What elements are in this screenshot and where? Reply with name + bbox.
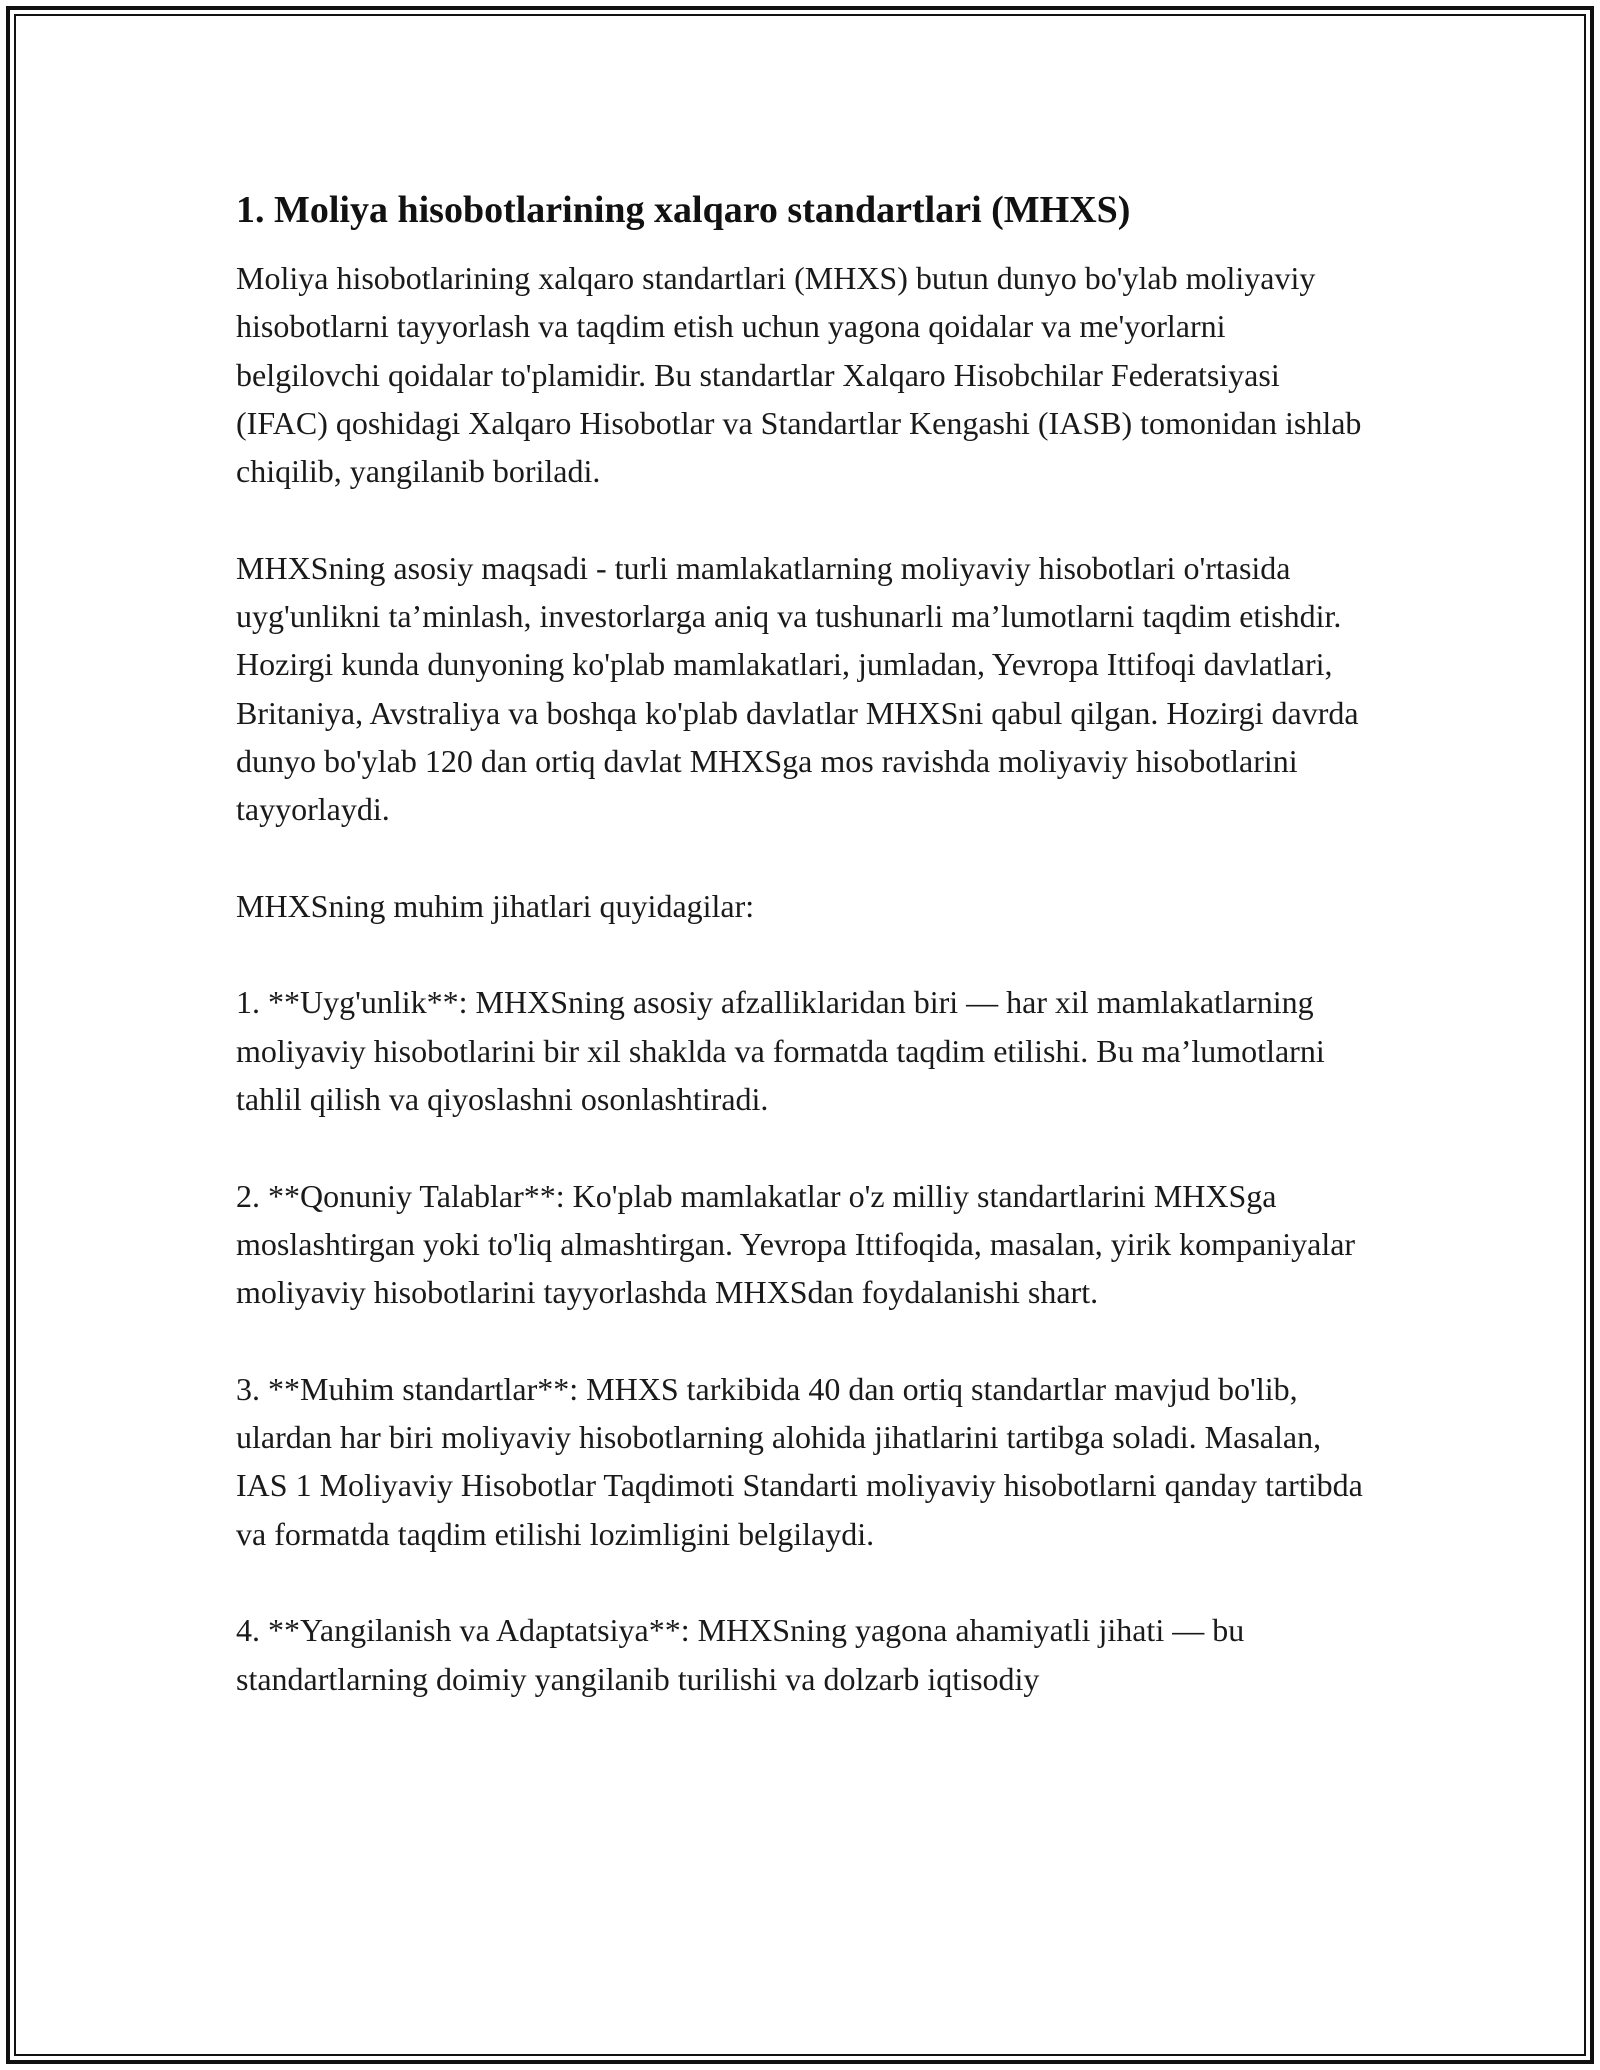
list-item-legal-requirements: 2. **Qonuniy Talablar**: Ko'plab mamlakatlar o'z milliy standartlarini MHXSga moslashtirgan yoki to'liq almashtirgan. Yevropa Ittifoqida, masalan, yirik kompaniyalar moliyaviy hisobotlarini tayyorlashda MHXSdan foydalanishi shart.: [236, 1177, 1356, 1311]
paragraph-intro: Moliya hisobotlarining xalqaro standartlari (MHXS) butun dunyo bo'ylab moliyaviy hisobotlarni tayyorlash va taqdim etish uchun yagona qoidalar va me'yorlarni belgilovchi qoidalar to'plamidir. Bu standartlar Xalqaro Hisobchilar Federatsiyasi (IFAC) qoshidagi Xalqaro Hisobotlar va Standartlar Kengashi (IASB) tomonidan ishlab chiqilib, yangilanib boriladi.: [236, 260, 1362, 490]
section-heading: 1. Moliya hisobotlarining xalqaro standartlari (MHXS): [236, 189, 1131, 231]
list-item-updates-adaptation: 4. **Yangilanish va Adaptatsiya**: MHXSning yagona ahamiyatli jihati — bu standartlarning doimiy yangilanib turilishi va dolzarb iqtisodiy: [236, 1612, 1245, 1697]
list-item-harmony: 1. **Uyg'unlik**: MHXSning asosiy afzalliklaridan biri — har xil mamlakatlarning moliyaviy hisobotlarini bir xil shaklda va formatda taqdim etilishi. Bu ma’lumotlarni tahlil qilish va qiyoslashni osonlashtiradi.: [236, 984, 1325, 1118]
paragraph-aspects-lead: MHXSning muhim jihatlari quyidagilar:: [236, 887, 755, 924]
document-body: [236, 186, 1366, 1751]
paragraph-purpose: MHXSning asosiy maqsadi - turli mamlakatlarning moliyaviy hisobotlari o'rtasida uyg'unlikni ta’minlash, investorlarga aniq va tushunarli ma’lumotlarni taqdim etishdir. Hozirgi kunda dunyoning ko'plab mamlakatlari, jumladan, Yevropa Ittifoqi davlatlari, Britaniya, Avstraliya va boshqa ko'plab davlatlar MHXSni qabul qilgan. Hozirgi davrda dunyo bo'ylab 120 dan ortiq davlat MHXSga mos ravishda moliyaviy hisobotlarini tayyorlaydi.: [236, 549, 1359, 828]
list-item-key-standards: 3. **Muhim standartlar**: MHXS tarkibida 40 dan ortiq standartlar mavjud bo'lib, ulardan har biri moliyaviy hisobotlarning alohida jihatlarini tartibga soladi. Masalan, IAS 1 Moliyaviy Hisobotlar Taqdimoti Standarti moliyaviy hisobotlarni qanday tartibda va formatda taqdim etilishi lozimligini belgilaydi.: [236, 1370, 1363, 1552]
